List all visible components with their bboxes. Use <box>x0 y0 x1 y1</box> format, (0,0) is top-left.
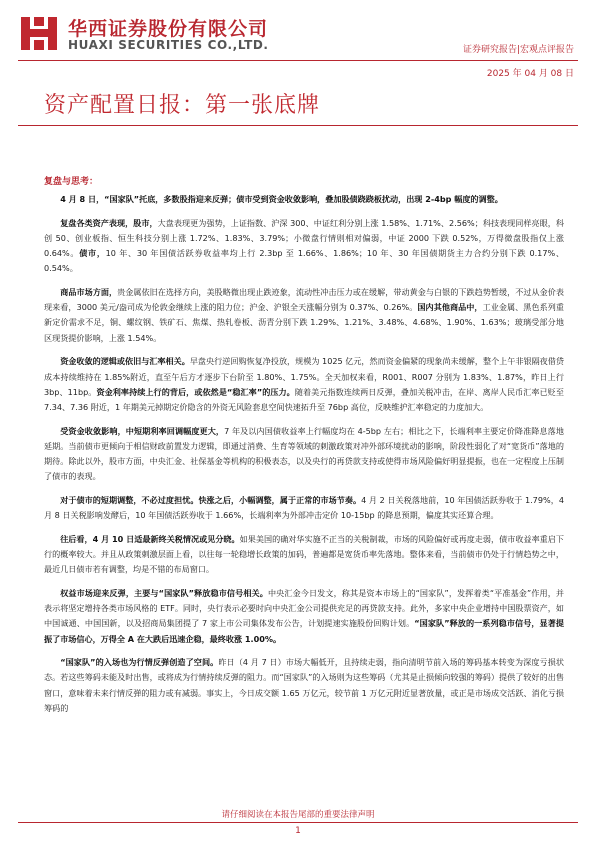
header-divider <box>18 60 578 61</box>
paragraph-bold-run: 受资金收敛影响，中短期利率回调幅度更大， <box>60 425 225 436</box>
body-paragraph <box>44 655 564 716</box>
paragraph-text-run: 中央汇金今日发文，称其是资本市场上的“国家队”，发挥着类“平准基金”作用，并表示将坚定增持各类市场风格的 ETF。同时，央行表示必要时向中央汇金公司提供充足的再贷款支持。此外，多家中央企业增持中国股票资产，如中国诚通、中国国新，以及招商局集团提了 7 家上市公司集体发布公告，计划提速实施股份回购计划。 <box>44 587 564 629</box>
report-type-label: 证券研究报告|宏观点评报告 <box>462 45 574 55</box>
paragraph-text-run: 昨日（4 月 7 日）市场大幅低开，且持续走弱，指向清明节前入场的筹码基本转变为深度亏损状态。若这些筹码未能及时出售，或将成为行情持续反弹的阻力。而“国家队”的入场则为这些筹码（尤其是止损倾向较强的筹码）提供了较好的出售窗口，意味着未来行情反弹的阻力或有减弱。事实上，今日成交额 1.65 万亿元，较节前 1 万亿元附近显著放量，或正是市场成交活跃、消化亏损筹码的 <box>44 657 564 713</box>
paragraph-text-run: 贵金属依旧在选择方向，美股略微出现止跌迹象，流动性冲击压力或在缓解，带动黄金与白银的下跌趋势暂缓，不过从金价表现来看，3000 美元/盎司成为伦敦金继续上涨的阻力位；沪金、沪银全天涨幅分别为 0.37%、0.26%。 <box>44 287 564 313</box>
body-paragraph <box>44 493 564 523</box>
report-header <box>18 12 578 60</box>
paragraph-text-run: 大盘表现更为强势，上证指数、沪深 300、中证红利分别上涨 1.58%、1.71%、2.56%；科技表现同样亮眼，科创 50、创业板指、恒生科技分别上涨 1.72%、1.83%、3.79%；小微盘行情则相对偏弱，中证 2000 下跌 0.52%，万得微盘股指仅上涨 0.64%。 <box>44 217 564 259</box>
paragraph-bold-run: 国内其他商品中， <box>417 302 483 313</box>
legal-disclaimer-link[interactable]: 请仔细阅读在本报告尾部的重要法律声明 <box>221 810 375 820</box>
body-paragraph <box>44 192 564 207</box>
paragraph-bold-run: 资金收敛的逻辑或依旧与汇率相关。 <box>60 356 190 367</box>
paragraph-bold-run: 往后看，4 月 10 日适最新终关税情况或见分晓。 <box>60 533 240 544</box>
paragraph-bold-run: 商品市场方面， <box>60 287 118 298</box>
paragraph-text-run: 如果美国的确对华实施不正当的关税制裁，市场的风险偏好或再度走弱，债市收益率重启下行的概率较大。并且从政策刺激层面上看，以往每一轮稳增长政策的加码，普遍都是宽货币率先落地。整体来看，当前债市仍处于行情趋势之中，最近几日债市若有调整，均是不错的布局窗口。 <box>44 533 564 575</box>
paragraph-bold-run: “国家队”释放的一系列稳市信号，显著提振了市场信心，万得全 A 在大跌后迅速企稳，最终收涨 1.00%。 <box>44 618 564 644</box>
body-paragraph <box>44 532 564 578</box>
body-paragraph <box>44 586 564 647</box>
paragraph-text-run: 4 月 2 日关税落地前，10 年国债活跃券收于 1.79%，4 月 8 日关税影响发酵后，10 年国债活跃券收于 1.66%，长端利率为外部冲击定价 10-15bp 的降息预期，偏度其实还算合理。 <box>44 494 564 521</box>
company-name-en: HUAXI SECURITIES CO.,LTD. <box>68 38 269 52</box>
body-paragraph <box>44 424 564 485</box>
title-divider <box>18 125 578 126</box>
paragraph-bold-run: 权益市场迎来反弹，主要与“国家队”释放稳市信号相关。 <box>60 587 268 598</box>
paragraph-text-run: 工业金属、黑色系列重新定价需求不足，铜、螺纹钢、铁矿石、焦煤、热轧卷板、沥青分别下跌 1.29%、1.21%、3.48%、4.68%、1.90%、1.63%；玻璃受部分地区现货提价影响，上涨 1.54%。 <box>44 302 564 343</box>
body-paragraph <box>44 285 564 346</box>
report-title: 资产配置日报：第一张底牌 <box>44 93 321 118</box>
huaxi-logo-icon <box>18 12 60 54</box>
paragraph-text-run: 7 年及以内国债收益率上行幅度均在 4-5bp 左右；相比之下，长端利率主要定价降准降息落地延期。当前债市更倾向于相信财政前置发力逻辑，即通过消费、生育等领域的刺激政策对冲外部环境扰动的影响，阶段性弱化了对“宽货币”落地的期待。除此以外，股市方面，中央汇金、社保基金等机构的积极表态，以及央行的再贷款支持或使得市场风险偏好明显提振，也在一定程度上压制了债市的表现。 <box>44 425 564 482</box>
paragraph-bold-run: 债市， <box>79 248 106 259</box>
report-date: 2025 年 04 月 08 日 <box>486 69 574 79</box>
page-number: 1 <box>295 826 301 836</box>
paragraph-text-run: 10 年、30 年国债活跃券收益率均上行 2.3bp 至 1.66%、1.86%；10 年、30 年国债期货主力合约分别下跌 0.17%、0.54%。 <box>44 248 564 274</box>
paragraph-bold-run: 4 月 8 日，“国家队”托底，多数股指迎来反弹；债市受到资金收敛影响，叠加股债跷跷板扰动，出现 2-4bp 幅度的调整。 <box>60 194 503 204</box>
paragraph-bold-run: 复盘各类资产表现，股市， <box>60 217 158 228</box>
section-heading: 复盘与思考： <box>44 177 99 187</box>
paragraph-text-run: 早盘央行逆回购恢复净投放，规模为 1025 亿元，然而资金偏紧的现象尚未缓解，整个上午非银隔夜借贷成本持续维持在 1.85%附近，直至午后方才逐步下台阶至 1.80%、1.75%。全天加权来看，R001、R007 分别为 1.83%、1.87%，昨日上行 3bp、11bp。 <box>44 356 564 397</box>
paragraph-bold-run: 对于债市的短期调整，不必过度担忧。快涨之后，小幅调整，属于正常的市场节奏。 <box>60 494 362 505</box>
report-body <box>44 192 564 725</box>
body-paragraph <box>44 216 564 277</box>
paragraph-bold-run: “国家队”的入场也为行情反弹创造了空间。 <box>60 657 219 668</box>
paragraph-bold-run: 资金利率持续上行的背后，或依然是“稳汇率”的压力。 <box>96 386 295 397</box>
company-name-cn: 华西证券股份有限公司 <box>68 18 269 40</box>
body-paragraph <box>44 354 564 415</box>
paragraph-text-run: 随着美元指数连续两日反弹，叠加关税冲击，在岸、离岸人民币汇率已贬至 7.34、7.36 附近，1 年期美元掉期定价隐含的外资无风险套息空间快速拓升至 76bp 高位，反映维护汇率稳定的力度加大。 <box>44 386 564 412</box>
footer-divider <box>18 822 578 823</box>
